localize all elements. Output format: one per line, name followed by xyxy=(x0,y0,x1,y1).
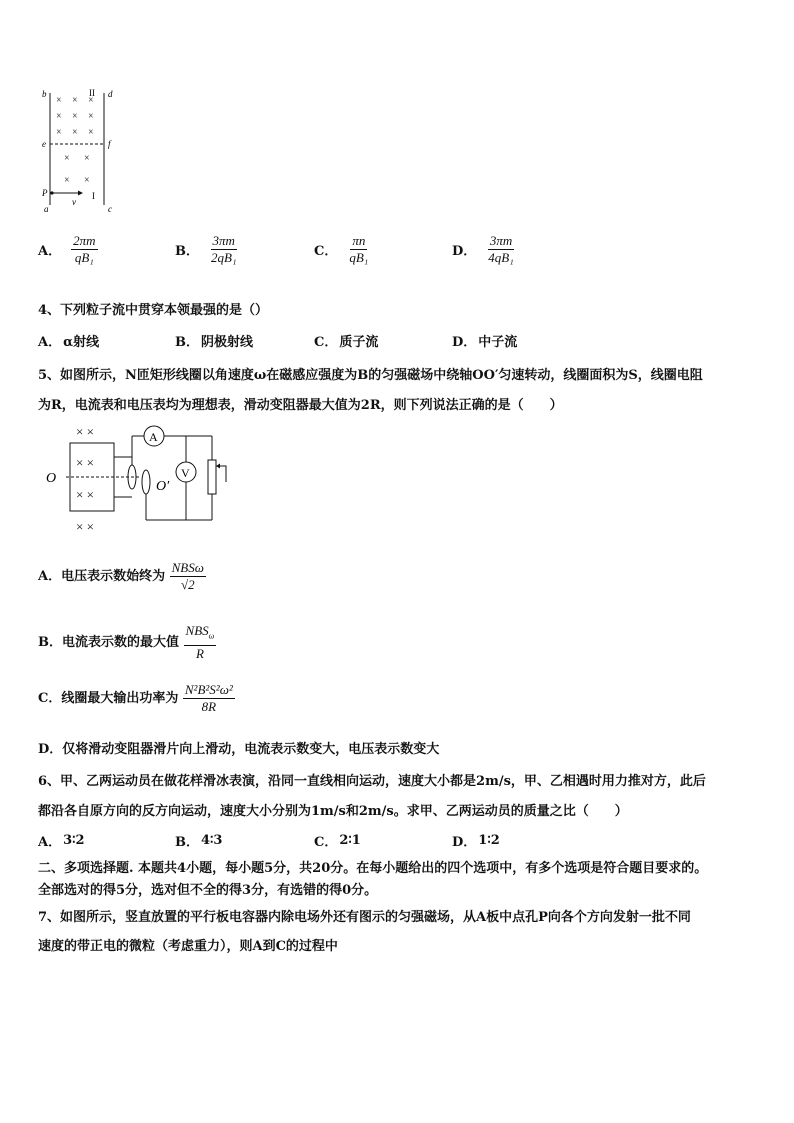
svg-text:×: × xyxy=(84,175,90,186)
q7-stem-line-2: 速度的带正电的微粒（考虑重力），则A到C的过程中 xyxy=(38,939,338,954)
svg-text:×: × xyxy=(88,127,94,138)
option-fraction: $\frac{\text{NBSω}}{√2}$ xyxy=(171,560,204,592)
option-text: 阴极射线 xyxy=(201,335,254,350)
q5-option-a[interactable] xyxy=(38,560,206,593)
section-2-heading: 二、多项选择题. 本题共4小题，每小题5分，共20分。在每小题给出的四个选项中，有多个选项是符合题目要求的。 xyxy=(38,861,708,876)
svg-text:×: × xyxy=(56,95,62,106)
svg-text:e: e xyxy=(42,139,46,149)
svg-text:f: f xyxy=(108,139,111,149)
field-crosses xyxy=(76,424,94,534)
option-text: 质子流 xyxy=(339,335,379,350)
option-fraction: $\frac{NBS_\omega}{R}$ xyxy=(185,623,215,661)
svg-text:b: b xyxy=(42,89,47,99)
option-label: A． xyxy=(38,244,62,259)
option-text: 1∶2 xyxy=(478,833,500,848)
svg-text:V: V xyxy=(181,466,190,480)
q4-option-b[interactable] xyxy=(175,331,253,350)
q7-stem-line-1: 7、如图所示，竖直放置的平行板电容器内除电场外还有图示的匀强磁场，从A板中点孔P向各个方向发射一批不同 xyxy=(38,910,691,925)
svg-text:×: × xyxy=(56,111,62,122)
option-text: 3∶2 xyxy=(63,833,85,848)
svg-text:×: × xyxy=(56,127,62,138)
svg-text:×: × xyxy=(88,95,94,106)
svg-text:a: a xyxy=(44,204,49,214)
option-label: C． xyxy=(314,835,338,850)
svg-text:× ×: × × xyxy=(76,424,94,439)
field-crosses-upper xyxy=(56,95,94,138)
option-label: D． xyxy=(452,335,477,350)
section-2-scoring: 全部选对的得5分，选对但不全的得3分，有选错的得0分。 xyxy=(38,883,378,898)
option-label: D． xyxy=(452,244,477,259)
option-fraction: $\frac{2\pi m}{\text{qB₁}}$ xyxy=(73,233,96,265)
option-fraction: $\frac{3\pi m}{\text{2qB₁}}$ xyxy=(211,233,237,265)
option-fraction: $\frac{\pi n}{\text{qB₁}}$ xyxy=(349,233,369,265)
option-label: A． xyxy=(38,335,62,350)
q3-option-b[interactable] xyxy=(175,233,238,266)
option-text: A．电压表示数始终为 xyxy=(38,569,166,584)
q5-option-d[interactable]: D．仅将滑动变阻器滑片向上滑动，电流表示数变大，电压表示数变大 xyxy=(38,742,440,757)
q5-option-c[interactable] xyxy=(38,682,235,715)
option-label: B． xyxy=(175,244,199,259)
option-label: D． xyxy=(452,835,477,850)
svg-text:×: × xyxy=(88,111,94,122)
option-label: C． xyxy=(314,335,338,350)
option-text: B．电流表示数的最大值 xyxy=(38,634,179,650)
svg-text:×: × xyxy=(64,175,70,186)
svg-text:×: × xyxy=(84,153,90,164)
svg-text:× ×: × × xyxy=(76,455,94,470)
option-text: 4∶3 xyxy=(201,833,223,848)
option-fraction: $\frac{\text{N²B²S²ω²}}{8R}$ xyxy=(184,682,233,714)
option-text: 2∶1 xyxy=(339,833,361,848)
option-label: C． xyxy=(314,244,338,259)
svg-text:c: c xyxy=(108,204,112,214)
q6-option-b[interactable] xyxy=(175,831,222,850)
svg-text:d: d xyxy=(108,89,113,99)
svg-text:A: A xyxy=(149,430,158,444)
q3-figure xyxy=(38,85,118,215)
option-fraction: $\frac{3\pi m}{\text{4qB₁}}$ xyxy=(488,233,514,265)
q3-option-c[interactable] xyxy=(314,233,370,266)
rheostat-icon xyxy=(208,460,216,494)
option-text: C．线圈最大输出功率为 xyxy=(38,691,179,706)
q4-option-a[interactable] xyxy=(38,331,99,350)
svg-text:×: × xyxy=(72,127,78,138)
svg-text:P: P xyxy=(42,188,48,198)
q5-circuit-figure xyxy=(40,420,250,536)
svg-text:×: × xyxy=(72,95,78,106)
q6-stem-line-1: 6、甲、乙两运动员在做花样滑冰表演，沿同一直线相向运动，速度大小都是2m/s，甲、乙相遇时用力推对方，此后 xyxy=(38,774,706,789)
q6-stem-line-2: 都沿各自原方向的反方向运动，速度大小分别为1m/s和2m/s。求甲、乙两运动员的质量之比（ ） xyxy=(38,804,628,819)
svg-text:I: I xyxy=(92,191,95,201)
svg-text:II: II xyxy=(89,88,95,98)
option-label: B． xyxy=(175,835,199,850)
q5-stem-line-1: 5、如图所示，N匝矩形线圈以角速度ω在磁感应强度为B的匀强磁场中绕轴OO′匀速转动，线圈面积为S，线圈电阻 xyxy=(38,368,703,383)
q3-option-d[interactable] xyxy=(452,233,516,266)
q6-option-d[interactable] xyxy=(452,831,500,850)
q5-stem-line-2: 为R，电流表和电压表均为理想表，滑动变阻器最大值为2R，则下列说法正确的是（ ） xyxy=(38,398,563,413)
option-text: α射线 xyxy=(63,335,100,350)
q5-option-b[interactable] xyxy=(38,623,216,662)
svg-text:×: × xyxy=(64,153,70,164)
q4-stem: 4、下列粒子流中贯穿本领最强的是（） xyxy=(38,303,269,318)
option-text: 中子流 xyxy=(478,335,518,350)
svg-text:O′: O′ xyxy=(156,479,170,494)
option-label: A． xyxy=(38,835,62,850)
field-crosses-lower xyxy=(64,153,90,186)
q4-option-d[interactable] xyxy=(452,331,517,350)
q6-option-c[interactable] xyxy=(314,831,361,850)
svg-text:× ×: × × xyxy=(76,487,94,502)
svg-text:O: O xyxy=(46,471,57,486)
q6-option-a[interactable] xyxy=(38,831,85,850)
q4-option-c[interactable] xyxy=(314,331,378,350)
svg-text:×: × xyxy=(72,111,78,122)
option-label: B． xyxy=(175,335,199,350)
q3-option-a[interactable] xyxy=(38,233,98,266)
svg-text:v: v xyxy=(72,197,76,207)
svg-text:× ×: × × xyxy=(76,519,94,534)
